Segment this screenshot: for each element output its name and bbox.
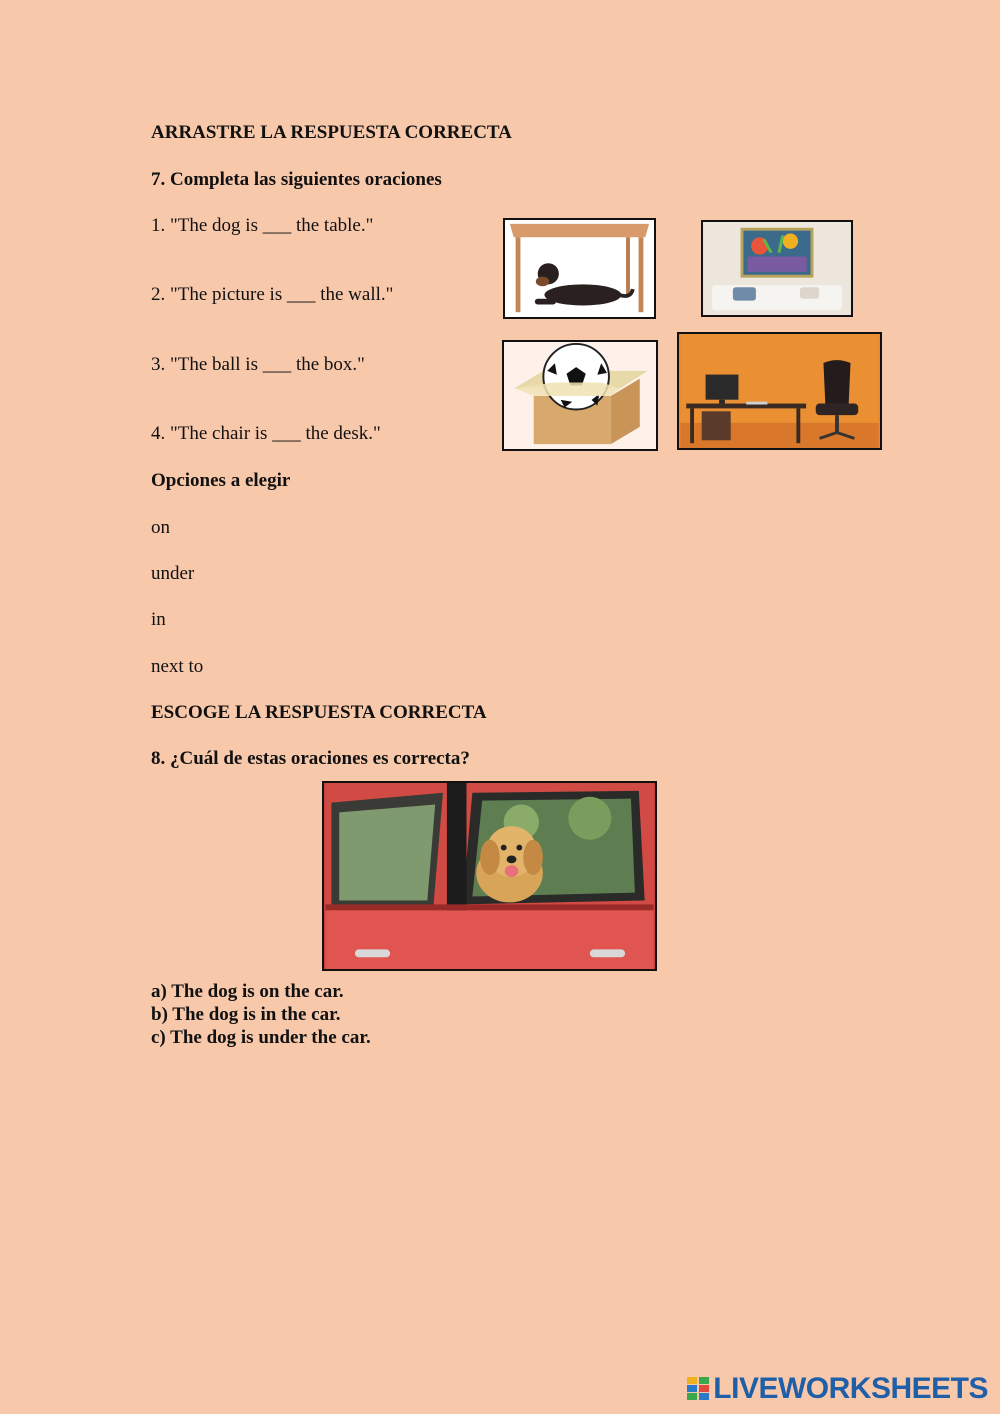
- ball-in-box-image: [502, 340, 658, 451]
- answer-c[interactable]: c) The dog is under the car.: [151, 1027, 371, 1048]
- sentence-3: 3. "The ball is ___ the box.": [151, 354, 365, 375]
- option-under[interactable]: under: [151, 563, 195, 584]
- answer-b[interactable]: b) The dog is in the car.: [151, 1004, 341, 1025]
- liveworksheets-logo: [687, 1372, 988, 1406]
- option-on[interactable]: on: [151, 517, 170, 538]
- liveworksheets-logo-text: LIVEWORKSHEETS: [713, 1372, 988, 1405]
- question-7-title: 7. Completa las siguientes oraciones: [151, 169, 442, 190]
- dog-under-table-image: [503, 218, 656, 319]
- question-8-title: 8. ¿Cuál de estas oraciones es correcta?: [151, 748, 470, 769]
- options-heading: Opciones a elegir: [151, 470, 291, 491]
- sentence-1: 1. "The dog is ___ the table.": [151, 215, 374, 236]
- liveworksheets-logo-icon: [687, 1377, 709, 1401]
- answer-a[interactable]: a) The dog is on the car.: [151, 981, 344, 1002]
- chair-next-to-desk-image: [677, 332, 882, 450]
- option-in[interactable]: in: [151, 609, 166, 630]
- option-next-to[interactable]: next to: [151, 656, 204, 677]
- sentence-2: 2. "The picture is ___ the wall.": [151, 284, 394, 305]
- picture-on-wall-image: [701, 220, 853, 317]
- dog-in-car-image: [322, 781, 657, 971]
- section-heading-choose: ESCOGE LA RESPUESTA CORRECTA: [151, 702, 487, 723]
- sentence-4: 4. "The chair is ___ the desk.": [151, 423, 381, 444]
- section-heading-drag: ARRASTRE LA RESPUESTA CORRECTA: [151, 122, 512, 143]
